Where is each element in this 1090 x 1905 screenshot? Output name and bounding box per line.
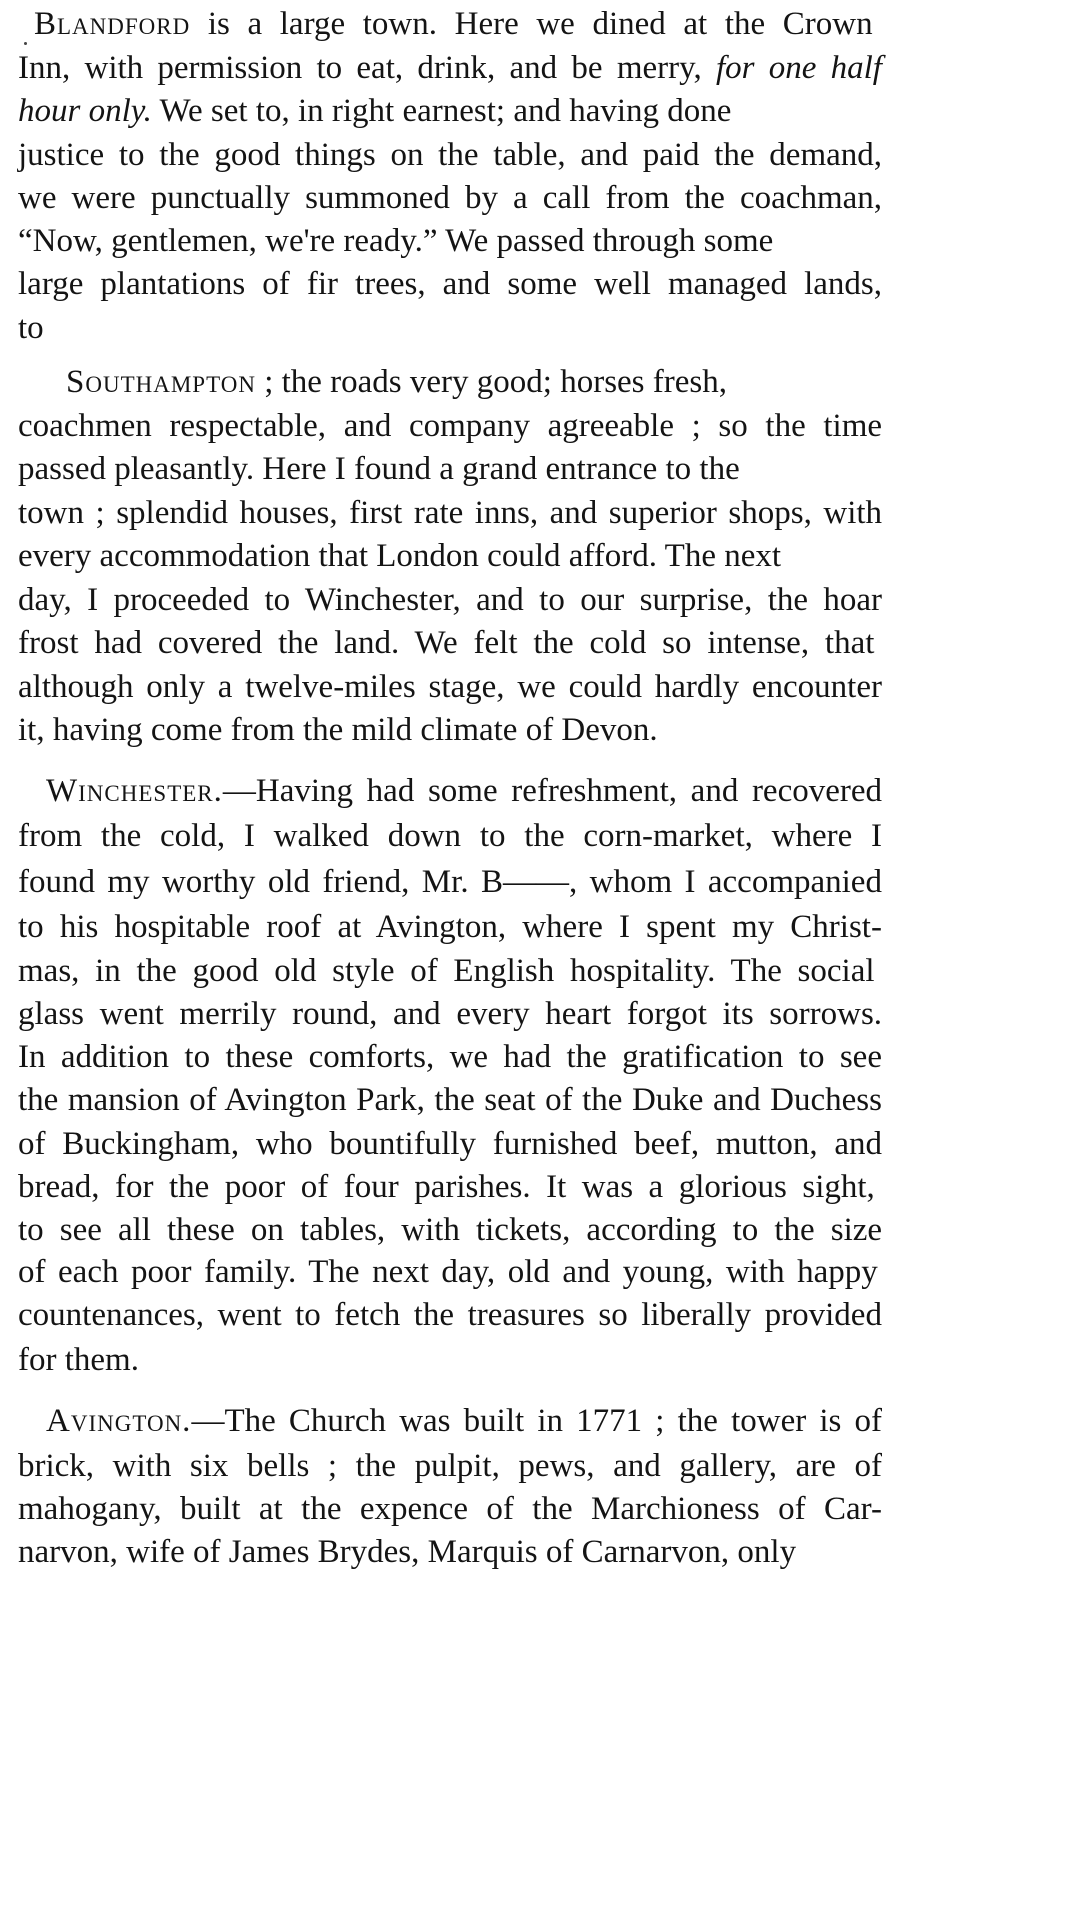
text-run: justice to the good things on the table, and paid the demand, bbox=[18, 137, 883, 173]
text-run: of Buckingham, who bountifully furnished beef, mutton, and bbox=[18, 1126, 882, 1162]
text-run: found my worthy old friend, Mr. B——, whom I accompanied bbox=[18, 864, 882, 900]
text-line bbox=[18, 410, 882, 443]
text-line bbox=[18, 671, 882, 704]
text-run: the mansion of Avington Park, the seat of the Duke and Duchess bbox=[18, 1082, 882, 1118]
text-run: day, I proceeded to Winchester, and to our surprise, the hoar bbox=[18, 582, 883, 618]
text-line bbox=[18, 1084, 882, 1117]
text-line bbox=[18, 497, 882, 530]
text-line bbox=[18, 627, 874, 660]
text-line bbox=[18, 1536, 796, 1569]
text-line bbox=[18, 714, 658, 747]
text-run: every accommodation that London could afford. The next bbox=[18, 538, 782, 574]
section-heading: Winchester. bbox=[46, 773, 223, 809]
text-run: it, having come from the mild climate of Devon. bbox=[18, 712, 658, 748]
text-line bbox=[18, 1344, 139, 1377]
text-run: passed pleasantly. Here I found a grand entrance to the bbox=[18, 451, 740, 487]
text-run: to his hospitable roof at Avington, where I spent my Christ- bbox=[18, 909, 882, 945]
text-run: frost had covered the land. We felt the cold so intense, that bbox=[18, 625, 875, 661]
text-line bbox=[34, 8, 873, 41]
text-line bbox=[18, 182, 882, 215]
text-line bbox=[18, 453, 740, 486]
text-line bbox=[18, 312, 44, 345]
text-run: mas, in the good old style of English hospitality. The social bbox=[18, 953, 875, 989]
text-line bbox=[18, 1493, 882, 1526]
text-line bbox=[18, 540, 781, 573]
text-line bbox=[18, 584, 882, 617]
text-run: to see all these on tables, with tickets, according to the size bbox=[18, 1212, 883, 1248]
text-line bbox=[46, 775, 882, 808]
text-line bbox=[18, 1299, 882, 1332]
text-line bbox=[18, 268, 882, 301]
text-run: of each poor family. The next day, old and young, with happy bbox=[18, 1254, 878, 1290]
text-line bbox=[18, 820, 882, 853]
text-line bbox=[18, 139, 882, 172]
text-line bbox=[66, 366, 727, 399]
text-run: from the cold, I walked down to the corn-market, where I bbox=[18, 818, 883, 854]
text-run: we were punctually summoned by a call from the coachman, bbox=[18, 180, 883, 216]
text-line bbox=[18, 1041, 882, 1074]
text-run: mahogany, built at the expence of the Marchioness of Car- bbox=[18, 1491, 882, 1527]
text-line bbox=[18, 998, 882, 1031]
text-line bbox=[18, 1450, 882, 1483]
text-run: coachmen respectable, and company agreeable ; so the time bbox=[18, 408, 883, 444]
text-run: countenances, went to fetch the treasures so liberally provided bbox=[18, 1297, 882, 1333]
section-heading: Blandford bbox=[34, 6, 191, 42]
text-run: to bbox=[18, 310, 44, 346]
text-run: “Now, gentlemen, we're ready.” We passed through some bbox=[18, 223, 774, 259]
text-line bbox=[18, 1128, 882, 1161]
section-heading: Southampton bbox=[66, 364, 256, 400]
text-line bbox=[46, 1405, 882, 1438]
italic-text: for one half bbox=[715, 50, 882, 86]
text-line bbox=[18, 95, 731, 128]
text-line bbox=[18, 866, 882, 899]
text-line bbox=[18, 225, 773, 258]
section-heading: Avington. bbox=[46, 1403, 192, 1439]
text-run: Inn, with permission to eat, drink, and be merry, bbox=[18, 50, 716, 86]
text-run: —The Church was built in 1771 ; the tower is of bbox=[191, 1403, 883, 1439]
text-run: is a large town. Here we dined at the Crown bbox=[190, 6, 873, 42]
ink-speck bbox=[24, 42, 27, 45]
text-line bbox=[18, 911, 882, 944]
text-run: glass went merrily round, and every heart forgot its sorrows. bbox=[18, 996, 883, 1032]
text-run: large plantations of fir trees, and some well managed lands, bbox=[18, 266, 883, 302]
text-line bbox=[18, 955, 875, 988]
text-run: ; the roads very good; horses fresh, bbox=[255, 364, 727, 400]
text-line bbox=[18, 1171, 875, 1204]
italic-text: hour only. bbox=[18, 93, 152, 129]
text-line bbox=[18, 1256, 878, 1289]
text-run: —Having had some refreshment, and recovered bbox=[222, 773, 883, 809]
text-line bbox=[18, 1214, 882, 1247]
text-run: In addition to these comforts, we had the gratification to see bbox=[18, 1039, 882, 1075]
text-run: narvon, wife of James Brydes, Marquis of Carnarvon, only bbox=[18, 1534, 797, 1570]
text-run: for them. bbox=[18, 1342, 139, 1378]
text-run: town ; splendid houses, first rate inns, and superior shops, with bbox=[18, 495, 883, 531]
text-run: brick, with six bells ; the pulpit, pews, and gallery, are of bbox=[18, 1448, 883, 1484]
text-run: bread, for the poor of four parishes. It was a glorious sight, bbox=[18, 1169, 875, 1205]
text-line bbox=[18, 52, 882, 85]
text-run: We set to, in right earnest; and having done bbox=[151, 93, 732, 129]
text-run: although only a twelve-miles stage, we could hardly encounter bbox=[18, 669, 882, 705]
